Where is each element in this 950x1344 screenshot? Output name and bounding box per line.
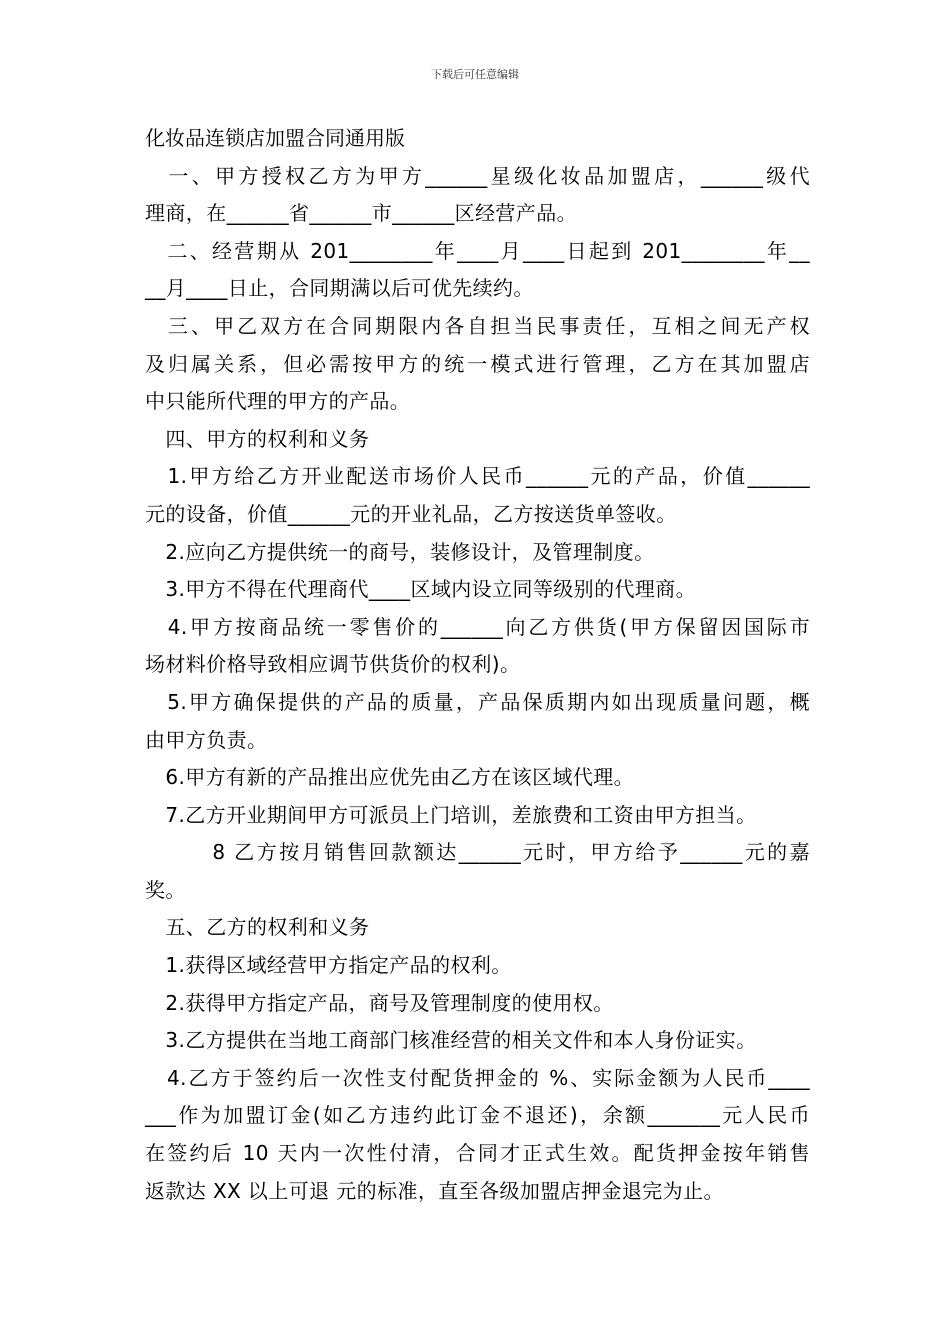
clause-5-2-paragraph — [145, 985, 810, 1023]
clause-5-4-paragraph — [145, 1060, 810, 1210]
paragraph-line: 二、经营期从 201________年____月____日起到 201________年__ — [145, 238, 810, 263]
paragraph-line: 中只能所代理的甲方的产品。 — [145, 389, 411, 414]
section-5-heading — [145, 909, 810, 947]
section-4-heading — [145, 421, 810, 459]
paragraph-line: 8 乙方按月销售回款额达______元时，甲方给予______元的嘉 — [145, 840, 810, 865]
paragraph-line: 一、甲方授权乙方为甲方______星级化妆品加盟店，______级代 — [145, 163, 810, 188]
paragraph-line: 6.甲方有新的产品推出应优先由乙方在该区域代理。 — [145, 765, 635, 790]
paragraph-line: 奖。 — [145, 877, 186, 902]
paragraph-line: 元的设备，价值______元的开业礼品，乙方按送货单签收。 — [145, 501, 677, 526]
page-header: 下载后可任意编辑 — [431, 68, 519, 81]
paragraph-line: ___作为加盟订金(如乙方违约此订金不退还)，余额_______元人民币 — [145, 1103, 810, 1128]
document-title: 化妆品连锁店加盟合同通用版 — [145, 126, 405, 150]
clause-4-3-paragraph — [145, 571, 810, 609]
paragraph-line: 理商，在______省______市______区经营产品。 — [145, 201, 577, 226]
clause-4-5-paragraph — [145, 684, 810, 759]
clause-1-paragraph — [145, 158, 810, 233]
clause-4-8-paragraph — [145, 834, 810, 909]
clause-3-paragraph — [145, 308, 810, 421]
paragraph-line: 7.乙方开业期间甲方可派员上门培训，差旅费和工资由甲方担当。 — [145, 802, 757, 827]
clause-4-1-paragraph — [145, 458, 810, 533]
clause-4-4-paragraph — [145, 609, 810, 684]
clause-4-7-paragraph — [145, 797, 810, 835]
paragraph-line: 返款达 XX 以上可退 元的标准，直至各级加盟店押金退完为止。 — [145, 1178, 724, 1203]
clause-5-1-paragraph — [145, 947, 810, 985]
paragraph-line: 2.应向乙方提供统一的商号，装修设计，及管理制度。 — [145, 539, 655, 564]
paragraph-line: 四、甲方的权利和义务 — [145, 426, 370, 451]
paragraph-line: 4.甲方按商品统一零售价的______向乙方供货(甲方保留因国际市 — [145, 614, 810, 639]
paragraph-line: 3.甲方不得在代理商代____区域内设立同等级别的代理商。 — [145, 577, 697, 602]
paragraph-line: 三、甲乙双方在合同期限内各自担当民事责任，互相之间无产权 — [145, 313, 810, 338]
clause-5-3-paragraph — [145, 1022, 810, 1060]
paragraph-line: 五、乙方的权利和义务 — [145, 915, 370, 940]
paragraph-line: 3.乙方提供在当地工商部门核准经营的相关文件和本人身份证实。 — [145, 1028, 757, 1053]
paragraph-line: 4.乙方于签约后一次性支付配货押金的 %、实际金额为人民币____ — [145, 1065, 810, 1090]
paragraph-line: 1.获得区域经营甲方指定产品的权利。 — [145, 953, 512, 978]
paragraph-line: 场材料价格导致相应调节供货价的权利)。 — [145, 652, 521, 677]
document-body — [145, 120, 810, 1210]
paragraph-line: __月____日止，合同期满以后可优先续约。 — [145, 276, 534, 301]
clause-2-paragraph — [145, 233, 810, 308]
clause-4-2-paragraph — [145, 534, 810, 572]
paragraph-line: 2.获得甲方指定产品，商号及管理制度的使用权。 — [145, 990, 614, 1015]
paragraph-line: 在签约后 10 天内一次性付清，合同才正式生效。配货押金按年销售 — [145, 1141, 810, 1166]
clause-4-6-paragraph — [145, 759, 810, 797]
paragraph-line: 及归属关系，但必需按甲方的统一模式进行管理，乙方在其加盟店 — [145, 351, 810, 376]
paragraph-line: 1.甲方给乙方开业配送市场价人民币______元的产品，价值______ — [145, 464, 810, 489]
paragraph-line: 5.甲方确保提供的产品的质量，产品保质期内如出现质量问题，概 — [145, 689, 810, 714]
paragraph-line: 由甲方负责。 — [145, 727, 268, 752]
